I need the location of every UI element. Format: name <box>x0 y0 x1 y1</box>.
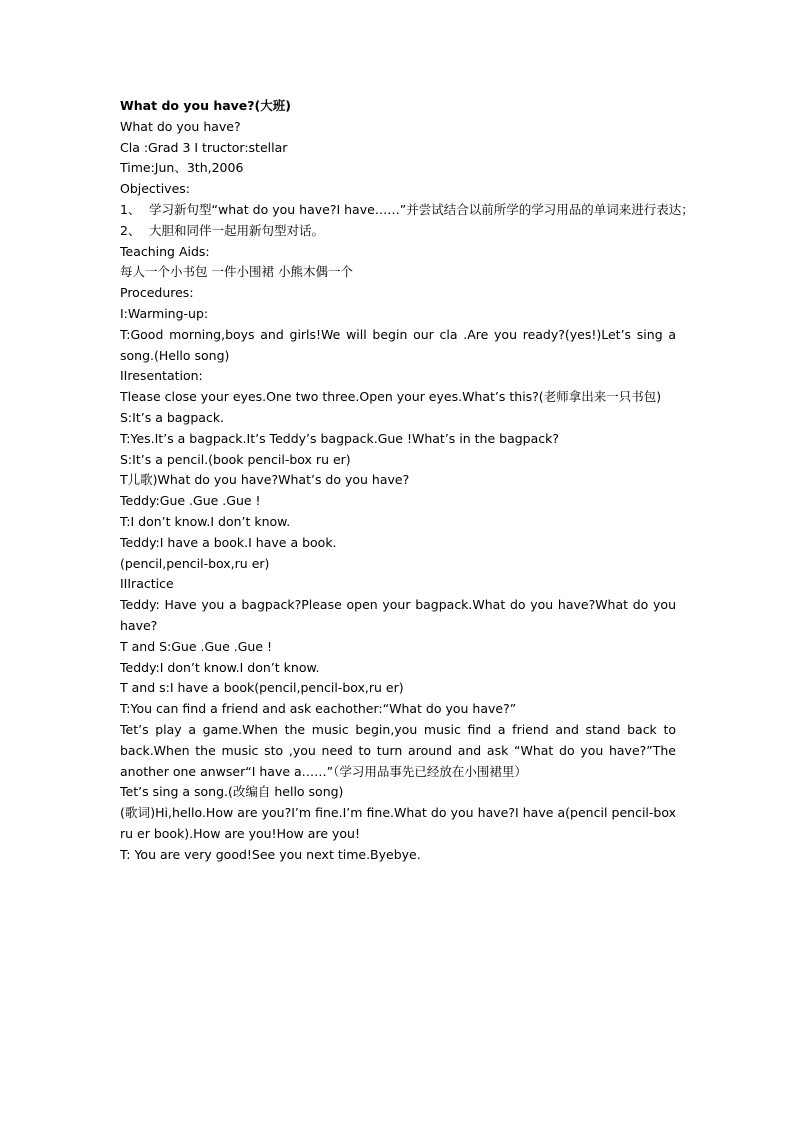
procedure-line: Tet’s play a game.When the music begin,you music find a friend and stand back to back.When the music sto ,you need to turn around and ask “What do you have?”The another one anwser“I have a……”（学习用品事先已经放在小围裙里） <box>120 721 676 779</box>
procedure-line: Teddy:I have a book.I have a book. <box>120 534 337 550</box>
procedure-line: T:Yes.It’s a bagpack.It’s Teddy’s bagpack.Gue !What’s in the bagpack? <box>120 430 560 446</box>
procedure-line: Teddy:I don’t know.I don’t know. <box>120 659 320 675</box>
procedure-line: I:Warming-up: <box>120 305 209 321</box>
procedure-line: IIIractice <box>120 576 174 592</box>
procedures-heading: Procedures: <box>120 285 194 301</box>
lesson-subtitle: What do you have? <box>120 118 241 134</box>
teaching-aids-list: 每人一个小书包 一件小围裙 小熊木偶一个 <box>120 264 353 280</box>
procedure-line: Teddy: Have you a bagpack?Please open your bagpack.What do you have?What do you have? <box>120 597 676 633</box>
procedure-line: (pencil,pencil-box,ru er) <box>120 555 270 571</box>
objectives-heading: Objectives: <box>120 181 190 197</box>
procedure-line: IIresentation: <box>120 368 203 384</box>
procedure-line: T and S:Gue .Gue .Gue ! <box>120 638 273 654</box>
procedure-line: T and s:I have a book(pencil,pencil-box,ru er) <box>120 680 404 696</box>
objective-item <box>120 221 676 242</box>
objective-number: 1、 <box>120 201 141 217</box>
objective-text: 学习新句型“what do you have?I have……”并尝试结合以前所学的学习用品的单词来进行表达； <box>149 201 694 217</box>
class-info: Cla :Grad 3 I tructor:stellar <box>120 139 288 155</box>
document-title: What do you have?(大班) <box>120 98 291 113</box>
procedure-line: T:I don’t know.I don’t know. <box>120 513 291 529</box>
procedure-line: T:Good morning,boys and girls!We will begin our cla .Are you ready?(yes!)Let’s sing a song.(Hello song) <box>120 326 676 363</box>
procedure-line: Tet’s sing a song.(改编自 hello song) <box>120 784 344 800</box>
procedure-line: T:You can find a friend and ask eachother:“What do you have?” <box>120 701 517 717</box>
procedure-line: Teddy:Gue .Gue .Gue ! <box>120 493 261 509</box>
procedure-line: T儿歌)What do you have?What’s do you have? <box>120 472 410 488</box>
lesson-time: Time:Jun、3th,2006 <box>120 160 244 176</box>
procedure-line: S:It’s a bagpack. <box>120 409 225 425</box>
procedure-line: Tlease close your eyes.One two three.Open your eyes.What’s this?(老师拿出来一只书包) <box>120 389 662 405</box>
objective-item <box>120 200 694 221</box>
objective-number: 2、 <box>120 222 141 238</box>
procedure-line: S:It’s a pencil.(book pencil-box ru er) <box>120 451 351 467</box>
procedure-line: T: You are very good!See you next time.Byebye. <box>120 846 421 862</box>
objective-text: 大胆和同伴一起用新句型对话。 <box>149 222 325 238</box>
teaching-aids-heading: Teaching Aids: <box>120 243 210 259</box>
document-body <box>120 96 694 865</box>
procedure-line: (歌词)Hi,hello.How are you?I’m fine.I’m fine.What do you have?I have a(pencil pencil-box ru er book).How are you!How are you! <box>120 805 676 841</box>
